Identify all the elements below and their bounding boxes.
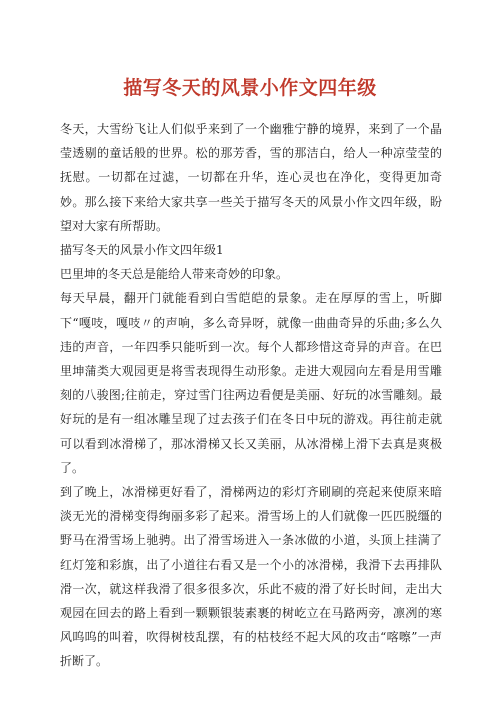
intro-paragraph: 冬天，大雪纷飞让人们似乎来到了一个幽雅宁静的境界，来到了一个晶莹透剔的童话般的世界。松的那芳香，雪的那洁白，给人一种凉莹莹的抚慰。一切都在过滤，一切都在升华，连心灵也在净化，变得更加奇妙。那么接下来给大家共享一些关于描写冬天的风景小作文四年级，盼望对大家有所帮助。 (60, 122, 442, 233)
section-heading: 描写冬天的风景小作文四年级1 (60, 243, 224, 258)
body-paragraph: 每天早晨，翻开门就能看到白雪皑皑的景象。走在厚厚的雪上，听脚下“嘎吱，嘎吱〃的声响，多么奇异呀，就像一曲曲奇异的乐曲;多么久违的声音，一年四季只能听到一次。每个人都珍惜这奇异的声音。在巴里坤蒲类大观园更是将雪表现得生动形象。走进大观园向左看是用雪雕刻的八骏图;往前走，穿过雪门往两边看便是美丽、好玩的冰雪雕刻。最好玩的是有一组冰雕呈现了过去孩子们在冬日中玩的游戏。再往前走就可以看到冰滑梯了，那冰滑梯又长又美丽，从冰滑梯上滑下去真是爽极了。 (60, 291, 442, 475)
body-paragraph: 巴里坤的冬天总是能给人带来奇妙的印象。 (60, 267, 289, 282)
body-paragraph: 到了晚上，冰滑梯更好看了，滑梯两边的彩灯齐刷刷的亮起来使原来暗淡无光的滑梯变得绚丽多彩了起来。滑雪场上的人们就像一匹匹脱缰的野马在滑雪场上驰骋。出了滑雪场进入一条冰做的小道，头顶上挂满了红灯笼和彩旗，出了小道往右看又是一个小的冰滑梯，我滑下去再排队滑一次，就这样我滑了很多很多次，乐此不疲的滑了好长时间，走出大观园在回去的路上看到一颗颗银装素裹的树屹立在马路两旁，凛冽的寒风呜呜的叫着，吹得树枝乱摆，有的枯枝经不起大风的攻击“喀嚓”一声折断了。 (60, 485, 442, 669)
document-title: 描写冬天的风景小作文四年级 (123, 77, 377, 99)
document-body (60, 117, 442, 674)
